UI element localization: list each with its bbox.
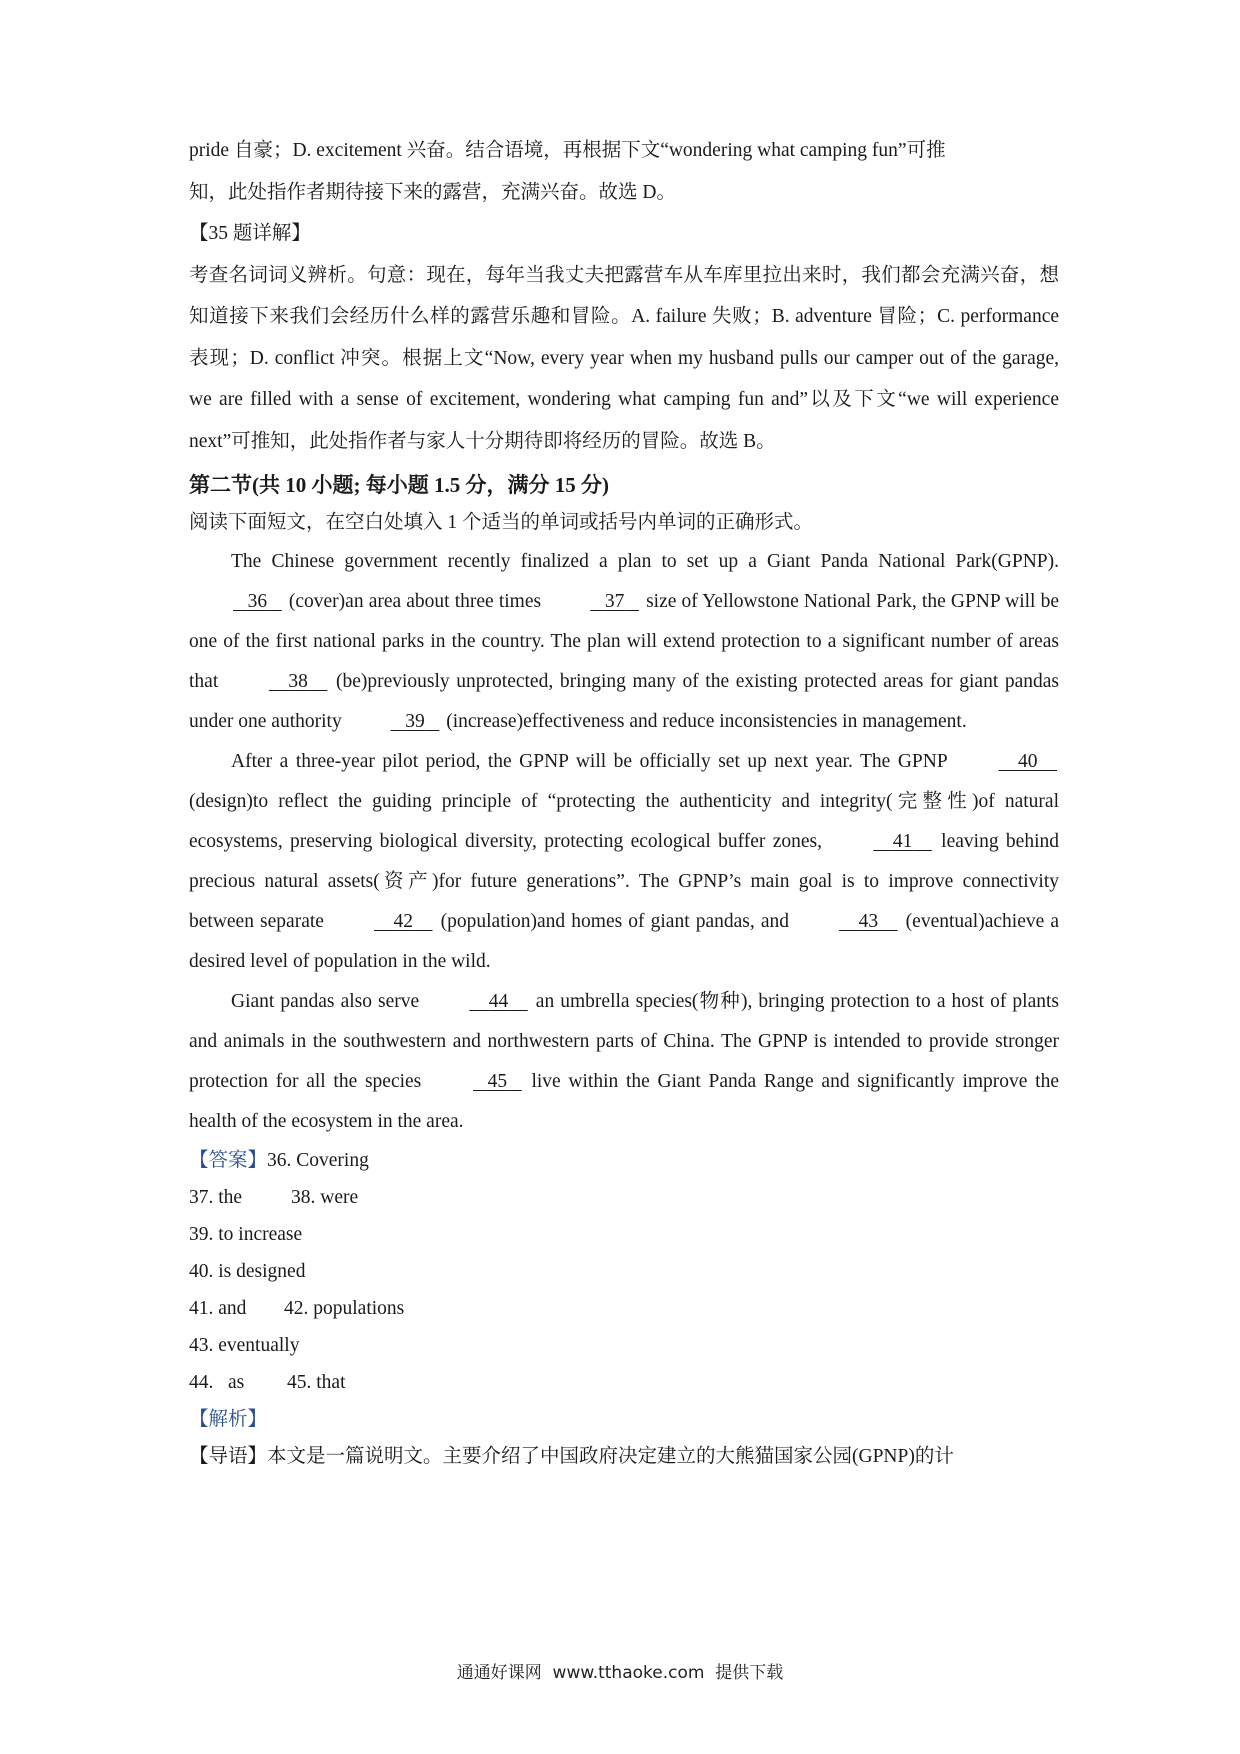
answer-label: 【答案】 [189,1150,268,1171]
answer-line-44-45 [189,1364,1059,1401]
answer-37: 37. the [189,1187,243,1208]
passage-paragraph-3 [189,982,1059,1142]
analysis-label: 【解析】 [189,1409,268,1430]
passage-paragraph-2 [189,742,1059,982]
passage-text: The Chinese government recently finalized a plan to set up a Giant Panda National Park(GPNP). [231,551,1059,572]
passage-text: an umbrella species(物种), bringing protection to a host of plants and animals in the southwestern and northwestern parts of China. The GPNP is intended to provide stronger protection for all the species [189,991,1059,1092]
blank-40: 40 [1018,751,1038,772]
answer-44: 44. as [189,1372,245,1393]
answer-42: 42. populations [284,1298,405,1319]
page-footer: 通通好课网 www.tthaoke.com 提供下载 [456,1663,784,1683]
prev-explanation-line1: pride 自豪；D. excitement 兴奋。结合语境，再根据下文“wondering what camping fun”可推 [189,140,946,161]
answer-41: 41. and [189,1298,247,1319]
section-title: 第二节(共 10 小题; 每小题 1.5 分，满分 15 分) [189,473,609,497]
section-instruction: 阅读下面短文，在空白处填入 1 个适当的单词或括号内单词的正确形式。 [189,512,814,533]
blank-44: 44 [488,991,509,1012]
passage-text: size of Yellowstone National Park, the GPNP will be one of the first national parks in the country. The plan will extend protection to a significant number of areas that [189,591,1059,692]
guide-label: 【导语】 [189,1446,268,1467]
answer-38: 38. were [291,1187,359,1208]
answer-43: 43. eventually [189,1335,300,1356]
blank-45: 45 [487,1071,508,1092]
answer-line-37-38 [189,1179,1059,1216]
passage-text: Giant pandas also serve [231,991,426,1012]
guide-text: 本文是一篇说明文。主要介绍了中国政府决定建立的大熊猫国家公园(GPNP)的计 [267,1446,954,1467]
answer-36: 36. Covering [267,1150,369,1171]
passage-text: (design)to reflect the guiding principle of “protecting the authenticity and integrity(完整性)of natural ecosystems, preserving biological diversity, protecting ecological buffer zones, [189,791,1059,852]
q35-heading: 【35 题详解】 [189,223,311,244]
blank-38: 38 [288,671,308,692]
passage-text: (cover)an area about three times [283,591,547,612]
passage-text: After a three-year pilot period, the GPNP will be officially set up next year. The GPNP [231,751,955,772]
blank-36: 36 [247,591,268,612]
document-page [189,130,1059,1475]
blank-39: 39 [405,711,425,732]
passage-paragraph-1 [189,542,1059,742]
answer-39: 39. to increase [189,1224,303,1245]
prev-explanation-line2: 知，此处指作者期待接下来的露营，充满兴奋。故选 D。 [189,181,676,203]
passage-text: (be)previously unprotected, bringing many of the existing protected areas for giant pandas under one authority [189,671,1059,732]
passage-text: leaving behind precious natural assets(资产)for future generations”. The GPNP’s main goal is to improve connectivity between separate [189,831,1059,932]
guide-line [189,1438,1059,1475]
answer-45: 45. that [287,1372,346,1393]
passage-text: live within the Giant Panda Range and significantly improve the health of the ecosystem in the area. [189,1071,1059,1132]
blank-41: 41 [892,831,913,852]
passage-text: (increase)effectiveness and reduce inconsistencies in management. [441,711,967,732]
blank-42: 42 [393,911,414,932]
answer-40: 40. is designed [189,1261,306,1282]
answer-line-41-42 [189,1290,1059,1327]
answer-line-36 [189,1142,1059,1179]
q35-explanation: 考查名词词义辨析。句意：现在，每年当我丈夫把露营车从车库里拉出来时，我们都会充满兴奋，想知道接下来我们会经历什么样的露营乐趣和冒险。A. failure 失败；B. adventure 冒险；C. performance 表现；D. conflict 冲突。根据上文“Now, every year when my husband pulls our camper out of the garage, we are filled with a sense of excitement, wondering what camping fun and”以及下文“we will experience next”可推知，此处指作者与家人十分期待即将经历的冒险。故选 B。 [189,264,1059,452]
blank-43: 43 [858,911,879,932]
blank-37: 37 [604,591,625,612]
passage-text: (eventual)achieve a desired level of population in the wild. [189,911,1059,972]
passage-text: (population)and homes of giant pandas, and [434,911,796,932]
